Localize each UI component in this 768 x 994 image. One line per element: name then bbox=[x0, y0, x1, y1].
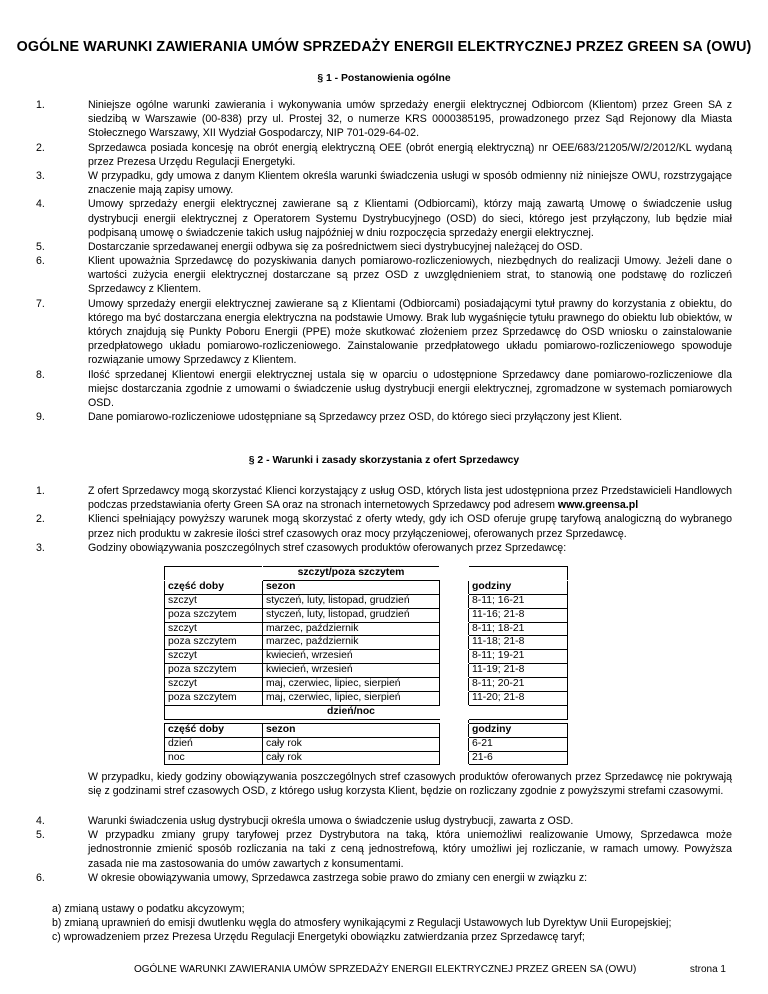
section1-heading: § 1 - Postanowienia ogólne bbox=[317, 73, 451, 84]
price-change-reasons bbox=[52, 902, 732, 945]
list-item: 4. Umowy sprzedaży energii elektrycznej zawierane są z Klientami (Odbiorcami), którzy mają zawartą Umowę o świadczenie usług dystrybucji energii elektrycznej z Operatorem Systemu Dystrybucyjnego (OSD) do sieci, którego jest przyłączony, lub będzie miał podpisaną umowę o świadczenie takich usług najpóźniej w dniu rozpoczęcia sprzedaży energii elektrycznej. bbox=[36, 198, 732, 239]
list-item: 9. Dane pomiarowo-rozliczeniowe udostępniane są Sprzedawcy przez OSD, do którego sieci przyłączony jest Klient. bbox=[36, 411, 623, 424]
list-item: 3. W przypadku, gdy umowa z danym Klientem określa warunki świadczenia usługi w sposób odmienny niż niniejsze OWU, rozstrzygające znaczenie mają zapisy umowy. bbox=[36, 169, 732, 197]
table-row: dzień cały rok 6-21 bbox=[165, 737, 568, 751]
after-table-paragraph: W przypadku, kiedy godziny obowiązywania poszczególnych stref czasowych produktów oferowanych przez Sprzedawcę nie pokrywają się z godzinami stref czasowych OSD, z którego usług korzysta Klient, będzie on rozliczany zgodnie z powyższymi strefami czasowymi. bbox=[88, 771, 732, 798]
table-row: szczyt marzec, październik 8-11; 18-21 bbox=[165, 622, 568, 636]
table-row: szczyt styczeń, luty, listopad, grudzień 8-11; 16-21 bbox=[165, 594, 568, 608]
daynight-header: dzień/noc bbox=[263, 705, 440, 719]
table-row: poza szczytem styczeń, luty, listopad, grudzień 11-16; 21-8 bbox=[165, 608, 568, 622]
table-row: poza szczytem maj, czerwiec, lipiec, sierpień 11-20; 21-8 bbox=[165, 692, 568, 706]
list-item: 5. W przypadku zmiany grupy taryfowej przez Dystrybutora na taką, która uniemożliwi realizowanie Umowy, Sprzedawca może jednostronnie zmienić sposób rozliczania na taki z ceną jednostrefową, który umożliwi jej rozliczanie, w ramach umowy. Powyższa zasada nie ma zastosowania do umów zawartych z konsumentami. bbox=[36, 829, 732, 870]
page-number: strona 1 bbox=[689, 964, 726, 975]
table-row bbox=[165, 567, 568, 581]
section2-list-top bbox=[36, 484, 732, 555]
list-item: 2. Klienci spełniający powyższy warunek mogą skorzystać z oferty wtedy, gdy ich OSD oferuje grupę taryfową analogiczną do wybranego przez nich produktu w zakresie ilości stref czasowych oraz mocy przyłączeniowej, oferowanych przez Sprzedawcę. bbox=[36, 513, 732, 540]
section2-list-bottom bbox=[36, 814, 732, 885]
time-zones-table bbox=[164, 566, 568, 765]
list-item: 8. Ilość sprzedanej Klientowi energii elektrycznej ustala się w oparciu o udostępnione Sprzedawcy dane pomiarowo-rozliczeniowe dla miejsc dostarczania zgodnie z umowami o świadczenie usług dystrybucji energii elektrycznej, zgromadzone w systemach pomiarowych OSD. bbox=[36, 368, 732, 409]
list-item: 7. Umowy sprzedaży energii elektrycznej zawierane są z Klientami (Odbiorcami) posiadającymi tytuł prawny do korzystania z obiektu, do którego ma być dostarczana energia elektryczna na podstawie Umowy. Brak lub wygaśnięcie tytułu prawnego do obiektu lub obiektów, w których znajdują się Punkty Poboru Energii (PPE) może skutkować złożeniem przez Sprzedawcę do OSD wniosku o zainstalowanie przedpłatowego układu pomiarowo-rozliczeniowego. Zainstalowanie przedpłatowego układu pomiarowo-rozliczeniowego spowoduje rozwiązanie umowy Sprzedawcy z Klientem. bbox=[36, 297, 732, 367]
section1-list bbox=[36, 98, 732, 424]
website-link[interactable]: www.greensa.pl bbox=[557, 499, 639, 512]
document-title: OGÓLNE WARUNKI ZAWIERANIA UMÓW SPRZEDAŻY ENERGII ELEKTRYCZNEJ PRZEZ GREEN SA (OWU) bbox=[16, 39, 752, 55]
table-row: poza szczytem marzec, październik 11-18; 21-8 bbox=[165, 636, 568, 650]
col-header-part: część doby bbox=[165, 580, 263, 594]
table-row: szczyt kwiecień, wrzesień 8-11; 19-21 bbox=[165, 650, 568, 664]
list-item: 2. Sprzedawca posiada koncesję na obrót energią elektryczną OEE (obrót energią elektryczną) nr OEE/683/21205/W/2/2012/KL wydaną przez Prezesa Urzędu Regulacji Energetyki. bbox=[36, 141, 732, 168]
section2-heading: § 2 - Warunki i zasady skorzystania z ofert Sprzedawcy bbox=[248, 455, 520, 466]
table-row: część doby sezon godziny bbox=[165, 723, 568, 737]
table-row: szczyt maj, czerwiec, lipiec, sierpień 8-11; 20-21 bbox=[165, 678, 568, 692]
table-row: poza szczytem kwiecień, wrzesień 11-19; 21-8 bbox=[165, 664, 568, 678]
list-item: 1. Niniejsze ogólne warunki zawierania i wykonywania umów sprzedaży energii elektrycznej Odbiorcom (Klientom) przez Green SA z siedzibą w Warszawie (00-838) przy ul. Prostej 32, o numerze KRS 0000385195, prowadzonego przez Sąd Rejonowy dla Miasta Stołecznego Warszawy, XII Wydział Gospodarczy, NIP 701-029-64-02. bbox=[36, 99, 732, 140]
list-item: 5. Dostarczanie sprzedawanej energii odbywa się za pośrednictwem sieci dystrybucyjnej należącej do OSD. bbox=[36, 240, 583, 253]
table-row: noc cały rok 21-6 bbox=[165, 751, 568, 765]
list-item: a) zmianą ustawy o podatku akcyzowym; bbox=[52, 903, 245, 915]
list-item: 1. Z ofert Sprzedawcy mogą skorzystać Klienci korzystający z usług OSD, których lista jest udostępniona przez Przedstawicieli Handlowych podczas przedstawiania oferty Green SA oraz na stronach internetowych Sprzedawcy pod adresem www.greensa.pl bbox=[36, 485, 732, 512]
peak-header: szczyt/poza szczytem bbox=[263, 567, 440, 581]
table-row bbox=[165, 705, 568, 719]
list-item: c) wprowadzeniem przez Prezesa Urzędu Regulacji Energetyki obowiązku zatwierdzania przez Sprzedawcę taryf; bbox=[52, 931, 585, 944]
list-item: 6. Klient upoważnia Sprzedawcę do pozyskiwania danych pomiarowo-rozliczeniowych, niezbędnych do realizacji Umowy. Jeżeli dane o wartości zużycia energii elektrycznej dostarczane są przez OSD z uwzględnieniem strat, to stanowią one podstawę do rozliczeń Sprzedawcy z Klientem. bbox=[36, 255, 732, 296]
list-item: b) zmianą uprawnień do emisji dwutlenku węgla do atmosfery wynikającymi z Regulacji Ustawowych lub Dyrektyw Unii Europejskiej; bbox=[52, 917, 672, 930]
col-header-season: sezon bbox=[263, 580, 440, 594]
col-header-hours: godziny bbox=[469, 580, 568, 594]
footer-text: OGÓLNE WARUNKI ZAWIERANIA UMÓW SPRZEDAŻY ENERGII ELEKTRYCZNEJ PRZEZ GREEN SA (OWU) bbox=[134, 964, 637, 975]
list-item: 6. W okresie obowiązywania umowy, Sprzedawca zastrzega sobie prawo do zmiany cen energii w związku z: bbox=[36, 871, 588, 884]
table-row bbox=[165, 580, 568, 594]
list-item: 4. Warunki świadczenia usług dystrybucji określa umowa o świadczenie usług dystrybucji, zawarta z OSD. bbox=[36, 815, 574, 827]
list-item: 3. Godziny obowiązywania poszczególnych stref czasowych produktów oferowanych przez Sprzedawcę: bbox=[36, 541, 567, 554]
